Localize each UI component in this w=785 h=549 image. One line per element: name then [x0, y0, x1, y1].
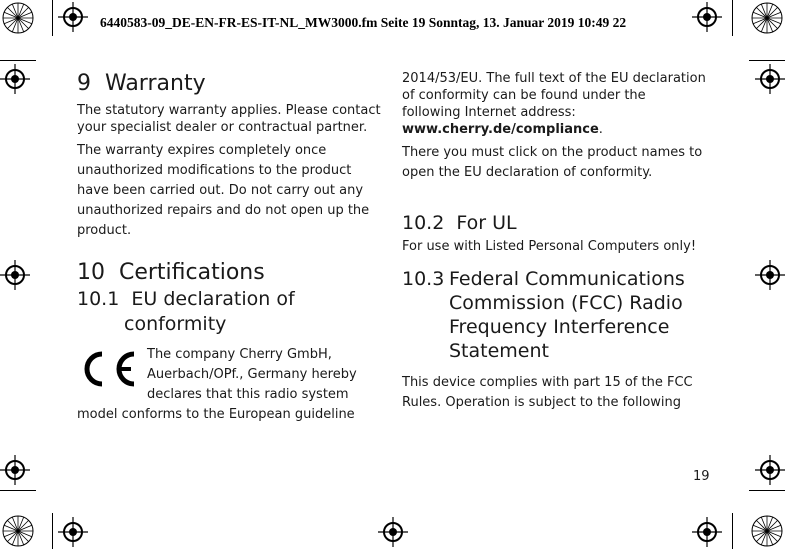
- crop-mark: [52, 513, 53, 549]
- crop-mark: [0, 60, 36, 61]
- ul-paragraph: For use with Listed Personal Computers only!: [402, 239, 697, 254]
- registration-mark-icon: [755, 260, 785, 290]
- crop-mark: [732, 0, 733, 36]
- crop-mark: [749, 60, 785, 61]
- crop-mark: [0, 490, 36, 491]
- star-target-icon: [751, 515, 783, 547]
- period: .: [598, 122, 603, 137]
- crop-mark: [52, 0, 53, 36]
- fcc-heading-number: 10.3: [402, 268, 445, 290]
- star-target-icon: [2, 515, 34, 547]
- right-column: [402, 70, 707, 413]
- page-number: 19: [693, 469, 710, 484]
- registration-mark-icon: [755, 64, 785, 94]
- crop-mark: [749, 490, 785, 491]
- fcc-heading-line: Statement: [449, 340, 549, 362]
- eu-declaration-paragraph-continued: model conforms to the European guideline: [77, 407, 355, 422]
- registration-mark-icon: [58, 2, 88, 32]
- fcc-heading: [402, 267, 707, 363]
- warranty-heading: 9 Warranty: [77, 71, 206, 96]
- eu-declaration-text: 2014/53/EU. The full text of the EU declaration of conformity can be found under the following Internet address:: [402, 71, 706, 120]
- fcc-paragraph: This device complies with part 15 of the FCC Rules. Operation is subject to the following: [402, 375, 693, 410]
- certifications-heading: 10 Certifications: [77, 260, 265, 285]
- ce-declaration-block: [77, 345, 382, 425]
- compliance-url-link[interactable]: www.cherry.de/compliance: [402, 122, 599, 137]
- eu-declaration-heading: [77, 287, 382, 337]
- fcc-heading-line: Commission (FCC) Radio: [449, 292, 683, 314]
- registration-mark-icon: [692, 517, 722, 547]
- star-target-icon: [751, 2, 783, 34]
- registration-mark-icon: [0, 455, 30, 485]
- fcc-heading-line: Frequency Interference: [449, 316, 670, 338]
- eu-instructions-paragraph: There you must click on the product names to open the EU declaration of conformity.: [402, 145, 703, 180]
- registration-mark-icon: [58, 517, 88, 547]
- ce-mark-icon: [77, 345, 139, 393]
- eu-heading-line: conformity: [124, 313, 227, 335]
- registration-mark-icon: [692, 2, 722, 32]
- fcc-heading-line: Federal Communications: [449, 268, 685, 290]
- eu-heading-line: 10.1 EU declaration of: [77, 288, 295, 310]
- print-header: 6440583-09_DE-EN-FR-ES-IT-NL_MW3000.fm Seite 19 Sonntag, 13. Januar 2019 10:49 22: [100, 15, 627, 30]
- registration-mark-icon: [755, 455, 785, 485]
- registration-mark-icon: [0, 64, 30, 94]
- eu-declaration-paragraph: The company Cherry GmbH, Auerbach/OPf., Germany hereby declares that this radio system: [147, 347, 357, 402]
- crop-mark: [732, 513, 733, 549]
- ul-heading: 10.2 For UL: [402, 212, 517, 234]
- eu-declaration-paragraph-end: [402, 70, 707, 138]
- registration-mark-icon: [378, 517, 408, 547]
- star-target-icon: [2, 2, 34, 34]
- fcc-heading-text: [449, 267, 685, 363]
- warranty-paragraph: The warranty expires completely once unauthorized modifications to the product have been carried out. Do not carry out any unauthorized repairs and do not open up the product.: [77, 143, 370, 238]
- registration-mark-icon: [0, 260, 30, 290]
- left-column: [77, 70, 382, 425]
- warranty-paragraph: The statutory warranty applies. Please contact your specialist dealer or contractual partner.: [77, 103, 381, 135]
